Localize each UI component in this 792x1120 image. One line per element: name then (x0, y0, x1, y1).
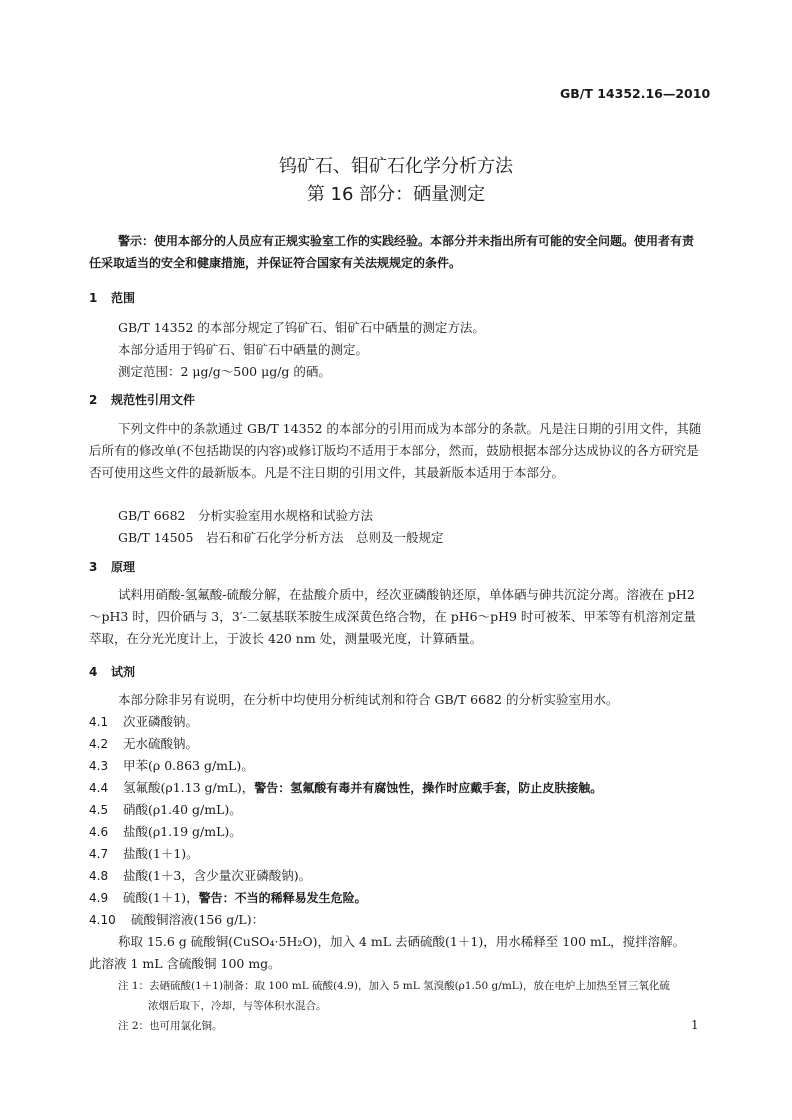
safety-warning: 警示：使用本部分的人员应有正规实验室工作的实践经验。本部分并未指出所有可能的安全问题。使用者有责任采取适当的安全和健康措施，并保证符合国家有关法规规定的条件。 (89, 234, 695, 270)
item-text: 无水硫酸钠。 (123, 736, 199, 751)
scope-line-1: GB/T 14352 的本部分规定了钨矿石、钼矿石中硒量的测定方法。 (118, 320, 485, 335)
reagent-item (89, 756, 254, 774)
item-warning: 警告：氢氟酸有毒并有腐蚀性，操作时应戴手套，防止皮肤接触。 (254, 781, 603, 795)
reagent-item (89, 778, 602, 796)
reagent-item (89, 822, 242, 840)
section-number: 3 (89, 560, 98, 574)
principle-paragraph: 试料用硝酸-氢氟酸-硫酸分解，在盐酸介质中，经次亚磷酸钠还原，单体硒与砷共沉淀分离。溶液在 pH2～pH3 时，四价硒与 3，3′-二氨基联苯胺生成深黄色络合物，在 pH6～pH9 时可被苯、甲苯等有机溶剂定量萃取，在分光光度计上，于波长 420 nm 处，测量吸光度，计算硒量。 (89, 587, 696, 646)
section-1-heading (89, 289, 135, 306)
document-title: 钨矿石、钼矿石化学分析方法 (279, 156, 513, 177)
item-number: 4.8 (89, 869, 109, 883)
section-4-heading (89, 663, 135, 680)
reagent-item (89, 888, 367, 906)
item-text: 硫酸(1＋1)， (123, 890, 199, 905)
item-text: 盐酸(1＋3，含少量次亚磷酸钠)。 (123, 868, 312, 883)
note-1: 注 1：去硒硫酸(1＋1)制备：取 100 mL 硫酸(4.9)，加入 5 mL 氢溴酸(ρ1.50 g/mL)，放在电炉上加热至冒三氧化硫 (118, 980, 670, 992)
normative-references-paragraph: 下列文件中的条款通过 GB/T 14352 的本部分的引用而成为本部分的条款。凡是注日期的引用文件，其随后所有的修改单(不包括勘误的内容)或修订版均不适用于本部分，然而，鼓励根据本部分达成协议的各方研究是否可使用这些文件的最新版本。凡是不注日期的引用文件，其最新版本适用于本部分。 (89, 421, 702, 480)
section-number: 1 (89, 291, 98, 305)
page-number: 1 (691, 1018, 699, 1032)
reagents-intro: 本部分除非另有说明，在分析中均使用分析纯试剂和符合 GB/T 6682 的分析实验室用水。 (118, 692, 619, 707)
item-text: 硫酸铜溶液(156 g/L)： (131, 912, 265, 927)
item-number: 4.3 (89, 759, 109, 773)
note-1-continued: 浓烟后取下，冷却，与等体积水混合。 (148, 1000, 327, 1012)
reference-gbt14505: GB/T 14505 岩石和矿石化学分析方法 总则及一般规定 (118, 530, 444, 545)
section-2-heading (89, 391, 195, 408)
section-title: 规范性引用文件 (111, 393, 196, 407)
section-title: 原理 (111, 560, 136, 574)
item-number: 4.6 (89, 825, 109, 839)
scope-line-3: 测定范围：2 μg/g～500 μg/g 的硒。 (118, 364, 331, 379)
item-number: 4.7 (89, 847, 109, 861)
item-text: 甲苯(ρ 0.863 g/mL)。 (123, 758, 254, 773)
document-subtitle: 第 16 部分：硒量测定 (306, 184, 486, 205)
item-warning: 警告：不当的稀释易发生危险。 (198, 891, 367, 905)
item-text: 次亚磷酸钠。 (123, 714, 199, 729)
item-number: 4.2 (89, 737, 109, 751)
item-number: 4.5 (89, 803, 109, 817)
section-title: 范围 (111, 291, 136, 305)
section-title: 试剂 (111, 665, 136, 679)
item-number: 4.1 (89, 715, 109, 729)
item-number: 4.10 (89, 913, 116, 927)
note-2: 注 2：也可用氯化铜。 (118, 1020, 223, 1032)
item-text: 盐酸(ρ1.19 g/mL)。 (123, 824, 242, 839)
reagent-item (89, 734, 198, 752)
copper-solution-line-1: 称取 15.6 g 硫酸铜(CuSO₄·5H₂O)，加入 4 mL 去硒硫酸(1＋1)，用水稀释至 100 mL，搅拌溶解。 (118, 934, 686, 949)
reagent-item (89, 844, 199, 862)
reagent-item (89, 866, 311, 884)
section-number: 4 (89, 665, 98, 679)
reagent-item (89, 800, 242, 818)
reagent-item (89, 910, 264, 928)
item-text: 硝酸(ρ1.40 g/mL)。 (123, 802, 242, 817)
item-number: 4.4 (89, 781, 109, 795)
item-text: 盐酸(1＋1)。 (123, 846, 199, 861)
section-3-heading (89, 558, 135, 575)
scope-line-2: 本部分适用于钨矿石、钼矿石中硒量的测定。 (118, 342, 369, 357)
copper-solution-line-2: 此溶液 1 mL 含硫酸铜 100 mg。 (89, 956, 281, 971)
section-number: 2 (89, 393, 98, 407)
standard-number: GB/T 14352.16—2010 (560, 86, 711, 101)
reference-gbt6682: GB/T 6682 分析实验室用水规格和试验方法 (118, 508, 374, 523)
item-text: 氢氟酸(ρ1.13 g/mL)， (123, 780, 255, 795)
reagent-item (89, 712, 198, 730)
item-number: 4.9 (89, 891, 109, 905)
